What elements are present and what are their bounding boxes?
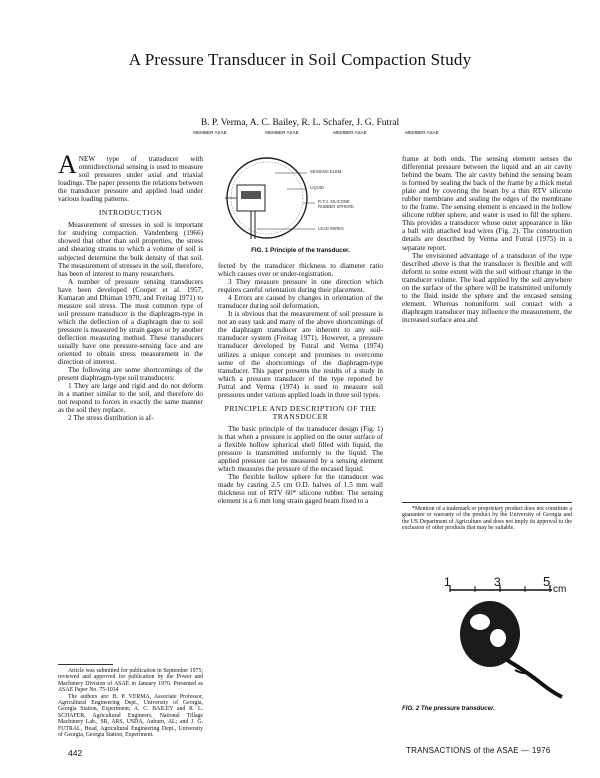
footnote-submission: Article was submitted for publication in September 1975; reviewed and approved for publication by the Power and Machinery Division of ASAE in January 1976. Presented as ASAE Paper No. 75-1034 (58, 668, 203, 694)
paragraph: frame at both ends. The sensing element senses the differential pressure between the liquid and an air cavity behind the beam. The air cavity behind the sensing beam is formed by sealing the back of the frame by a thick metal plate and by covering the beam by a thin RTV silicone rubber membrane and sealing the edges of the membrane to the frame. The sensing element is encased in the hollow silicone rubber sphere, and water is used to fill the sphere. This provides a transducer whose outer appearance is like a ball with attached lead wires (Fig. 2). The construction details are described by Verma and Futral (1975) in a separate report. (402, 155, 572, 252)
paragraph: The envisioned advantage of a transducer of the type described above is that the transducer is flexible and will deform to some extent with the soil without change in the transducer volume. The load applied by the soil anywhere on the surface of the sphere will be transmitted uniformly to the fluid inside the sphere and the encased sensing element. Whereas nonuniform soil contact with a diaphragm transducer may influence the measurement, the increased surface area and (402, 251, 572, 324)
membership: MEMBER ASAE (333, 130, 367, 135)
membership: MEMBER ASAE (265, 130, 299, 135)
figure-2-photo (402, 572, 572, 704)
paragraph: 1 They are large and rigid and do not deform in a manner similar to the soil, and therefore do not respond to forces in exactly the same manner as the soil they replace. (58, 382, 203, 415)
fig1-label-leads: LEAD WIRES (318, 226, 344, 231)
heading-introduction: INTRODUCTION (98, 208, 163, 218)
figure-1-diagram (215, 153, 385, 245)
fig1-label-sphere: R.T.V. SILICONE RUBBER SPHERE (318, 199, 354, 209)
paragraph: 2 The stress distribution is af- (68, 414, 154, 423)
page-number: 442 (68, 748, 83, 758)
paper-title: A Pressure Transducer in Soil Compaction Study (128, 50, 472, 69)
ruler-label-1: 1 (444, 575, 451, 589)
column-3 (402, 155, 572, 324)
paragraph: The flexible hollow sphere for the transducer was made by casting 2.5 cm O.D. halves of 1.5 mm wall thickness out of RTV 60* silicone rubber. The sensing element is a 6 mm long strain gaged beam fixed to a (218, 473, 383, 506)
footnote-authors: The authors are: B. P. VERMA, Associate Professor, Agricultural Engineering Dept., University of Georgia, Georgia Station, Experiment; A. C. BAILEY and R. L. SCHAFER, Agricultural Engineers, National Tillage Machinery Lab., SR, ARS, USDA, Auburn, AL; and J. G. FUTRAL, Head, Agricultural Engineering Dept., University of Georgia, Georgia Station, Experiment. (58, 693, 203, 739)
footnote-rule (58, 664, 113, 665)
paragraph: 4 Errors are caused by changes in orientation of the transducer during soil deformation. (218, 294, 383, 311)
paragraph: The basic principle of the transducer design (Fig. 1) is that when a pressure is applied on the outer surface of a flexible hollow spherical shell filled with liquid, the pressure is transmitted uniformly to the liquid. The applied pressure can be measured by a sensing element which measures the pressure of the encased liquid. (218, 424, 383, 474)
paragraph: fected by the transducer thickness to diameter ratio which causes over or under-registration. (218, 262, 383, 279)
figure-1-caption: FIG. 1 Principle of the transducer. (251, 247, 350, 254)
column-1 (58, 150, 203, 423)
paragraph: It is obvious that the measurement of soil pressure is not an easy task and many of the above shortcomings of the diaphragm transducer are inherent to any soil-transducer system (Freitag 1971). However, a pressure transducer developed by Futral and Verma (1974) utilizes a unique concept and promises to overcome some of the shortcomings of the diaphragm-type transducer. This paper presents the results of a study in which a pressure transducer of the type reported by Futral and Verma (1974) is used to measure soil pressures under various applied loads in three soil types. (218, 310, 383, 399)
paragraph: The following are some shortcomings of the present diaphragm-type soil transducers: (58, 366, 203, 383)
paragraph: Measurement of stresses in soil is important for studying compaction. Vandenberg (1966) showed that other than soil properties, the stress and shearing strains to which a volume of soil is subjected determine the bulk density of that soil. The measurement of stresses in the soil, therefore, has been of interest to many researchers. (58, 221, 203, 278)
column-2 (218, 262, 383, 505)
figure-2-caption: FIG. 2 The pressure transducer. (402, 705, 495, 712)
heading-principle: PRINCIPLE AND DESCRIPTION OF THE TRANSDUCER (224, 403, 377, 421)
trademark-footnote (402, 506, 572, 532)
paragraph: 3 They measure pressure in one direction which requires careful orientation during their placement. (218, 278, 383, 295)
ruler-label-5: 5 (543, 574, 551, 589)
abstract: ANEW type of transducer with omnidirectional sensing is used to measure soil pressures under axial and triaxial loadings. The paper presents the relations between the transducer pressure and applied load under various loading patterns. (58, 150, 203, 204)
fig1-label-liquid: LIQUID (310, 185, 324, 190)
paragraph: A number of pressure sensing transducers have been developed (Cooper et al. 1957, Kumaran and Dhiman 1970, and Freitag 1971) to measure soil stress. The most common type of soil pressure transducer is the diaphragm-type in which the deflection of a diaphragm due to soil pressure is measured by strain gages or by another deflection measuring method. These transducers usually have one pressure-sensing face and are oriented to obtain stress measurement in the direction of interest. (58, 277, 203, 367)
fig1-label-sensing: SENSING ELEM. (310, 169, 343, 174)
authors: B. P. Verma, A. C. Bailey, R. L. Schafer, J. G. Futral (200, 118, 400, 128)
ruler-unit: cm (553, 584, 567, 595)
footnote-rule (402, 502, 572, 503)
ruler-label-3: 3 (494, 575, 501, 589)
membership: MEMBER ASAE (193, 130, 227, 135)
footnotes (58, 668, 203, 738)
journal-footer: TRANSACTIONS of the ASAE — 1976 (406, 746, 551, 755)
membership: MEMBER ASAE (405, 130, 439, 135)
footnote-text: *Mention of a trademark or proprietary product does not constitute a guarantee or warranty of the product by the University of Georgia and the US Department of Agriculture and does not imply its approval to the exclusion of other products that may be suitable. (402, 506, 572, 532)
